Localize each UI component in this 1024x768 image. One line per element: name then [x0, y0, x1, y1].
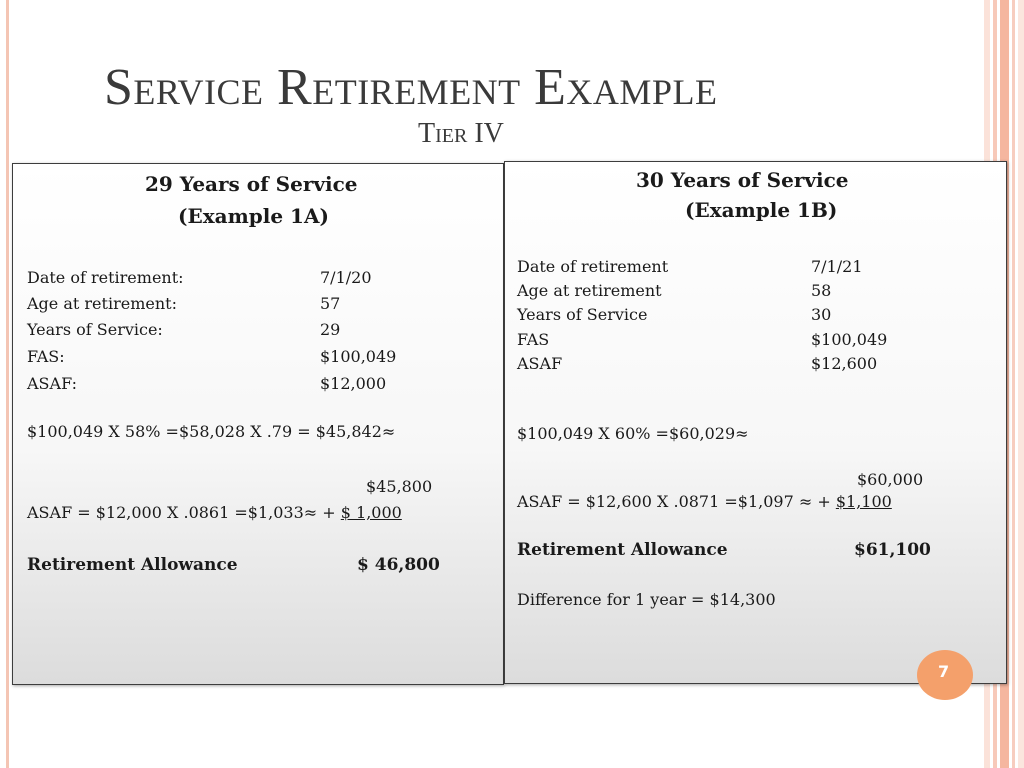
panel-b-heading-1: 30 Years of Service	[636, 168, 849, 192]
panel-a-value-date: 7/1/20	[320, 268, 372, 287]
panel-a-asaf-text: ASAF = $12,000 X .0861 =$1,033≈ +	[27, 503, 341, 522]
slide-subtitle: Tier IV	[418, 118, 504, 149]
panel-b-calc-line: $100,049 X 60% =$60,029≈	[517, 424, 749, 443]
panel-a-asaf-line	[27, 503, 402, 522]
panel-a-value-fas: $100,049	[320, 347, 397, 366]
page-number: 7	[938, 662, 950, 681]
panel-b-allowance-value: $61,100	[854, 540, 931, 560]
panel-a-subtotal: $45,800	[366, 477, 433, 496]
panel-b-allowance-label: Retirement Allowance	[517, 540, 728, 560]
panel-b-value-years: 30	[811, 305, 832, 324]
panel-b-asaf-line	[517, 492, 892, 511]
panel-a-label-asaf: ASAF:	[27, 374, 77, 393]
panel-b-value-asaf: $12,600	[811, 354, 878, 373]
panel-a-allowance-value: $ 46,800	[357, 555, 440, 575]
panel-b-value-age: 58	[811, 281, 832, 300]
panel-b-label-years: Years of Service	[517, 305, 648, 324]
panel-example-1b	[504, 161, 1007, 684]
panel-a-value-asaf: $12,000	[320, 374, 387, 393]
panel-b-value-date: 7/1/21	[811, 257, 863, 276]
panel-example-1a	[12, 163, 504, 685]
panel-a-heading-1: 29 Years of Service	[145, 172, 358, 196]
panel-b-difference-line: Difference for 1 year = $14,300	[517, 590, 776, 609]
panel-b-heading-2: (Example 1B)	[685, 198, 838, 222]
panel-b-value-fas: $100,049	[811, 330, 888, 349]
panel-b-asaf-amount: $1,100	[835, 492, 892, 511]
panel-a-value-years: 29	[320, 320, 341, 339]
panel-a-allowance-label: Retirement Allowance	[27, 555, 238, 575]
panel-a-heading-2: (Example 1A)	[178, 204, 329, 228]
panel-a-label-years: Years of Service:	[27, 320, 163, 339]
panel-a-value-age: 57	[320, 294, 341, 313]
panel-b-label-fas: FAS	[517, 330, 550, 349]
panel-a-label-date: Date of retirement:	[27, 268, 184, 287]
panel-b-label-asaf: ASAF	[517, 354, 563, 373]
slide-title: Service Retirement Example	[104, 59, 718, 116]
panel-a-label-age: Age at retirement:	[27, 294, 177, 313]
panel-a-calc-line: $100,049 X 58% =$58,028 X .79 = $45,842≈	[27, 422, 396, 441]
panel-b-subtotal: $60,000	[857, 470, 924, 489]
panel-a-asaf-amount: $ 1,000	[340, 503, 402, 522]
left-decor-bar	[6, 0, 9, 768]
panel-a-label-fas: FAS:	[27, 347, 65, 366]
panel-b-asaf-text: ASAF = $12,600 X .0871 =$1,097 ≈ +	[517, 492, 836, 511]
panel-b-label-date: Date of retirement	[517, 257, 669, 276]
panel-b-label-age: Age at retirement	[517, 281, 662, 300]
